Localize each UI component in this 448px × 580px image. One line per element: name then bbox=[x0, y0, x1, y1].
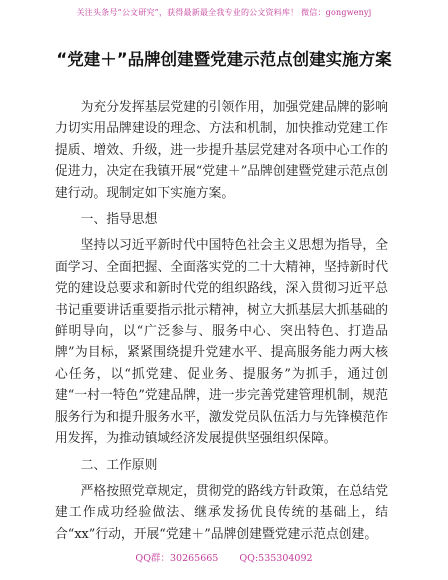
work-principles-paragraph: 严格按照党章规定，贯彻党的路线方针政策，在总结党建工作成功经验做法、继承发扬优良传统的基础上，结合“xx”行动，开展“党建＋”品牌创建暨党建示范点创建。 bbox=[55, 483, 388, 542]
footer-qq-group: QQ群：30265665 bbox=[135, 553, 219, 564]
guiding-ideology-paragraph: 坚持以习近平新时代中国特色社会主义思想为指导，全面学习、全面把握、全面落实党的二十大精神，坚持新时代党的建设总要求和新时代党的组织路线，深入贯彻习近平总书记重要讲话重要指示批示精神，树立大抓基层大抓基础的鲜明导向，以“广泛参与、服务中心、突出特色、打造品牌”为目标，紧紧围绕提升党建水平、提高服务能力两大核心任务，以“抓党建、促业务、提服务”为抓手，通过创建“一村一特色”党建品牌，进一步完善党建管理机制，规范服务行为和提升服务水平，激发党员队伍活力与先锋模范作用发挥，为推动镇域经济发展提供坚强组织保障。 bbox=[55, 238, 389, 447]
document-body bbox=[55, 97, 388, 545]
section-heading-work-principles: 二、工作原则 bbox=[80, 457, 158, 473]
footer-qq: QQ:535304092 bbox=[239, 553, 313, 564]
section-heading-guiding-ideology: 一、指导思想 bbox=[80, 212, 158, 228]
intro-paragraph: 为充分发挥基层党建的引领作用，加强党建品牌的影响力切实用品牌建设的理念、方法和机制，加快推动党建工作提质、增效、升级，进一步提升基层党建对各项中心工作的促进力，决定在我镇开展“党建＋”品牌创建暨党建示范点创建行动。现制定如下实施方案。 bbox=[55, 100, 389, 201]
top-banner: 关注头条号“公文研究”，获得最新最全我专业的公文资料库！ 微信：gongwenyj bbox=[76, 8, 372, 17]
footer-contact bbox=[0, 550, 448, 564]
document-title: “党建＋”品牌创建暨党建示范点创建实施方案 bbox=[56, 50, 392, 69]
